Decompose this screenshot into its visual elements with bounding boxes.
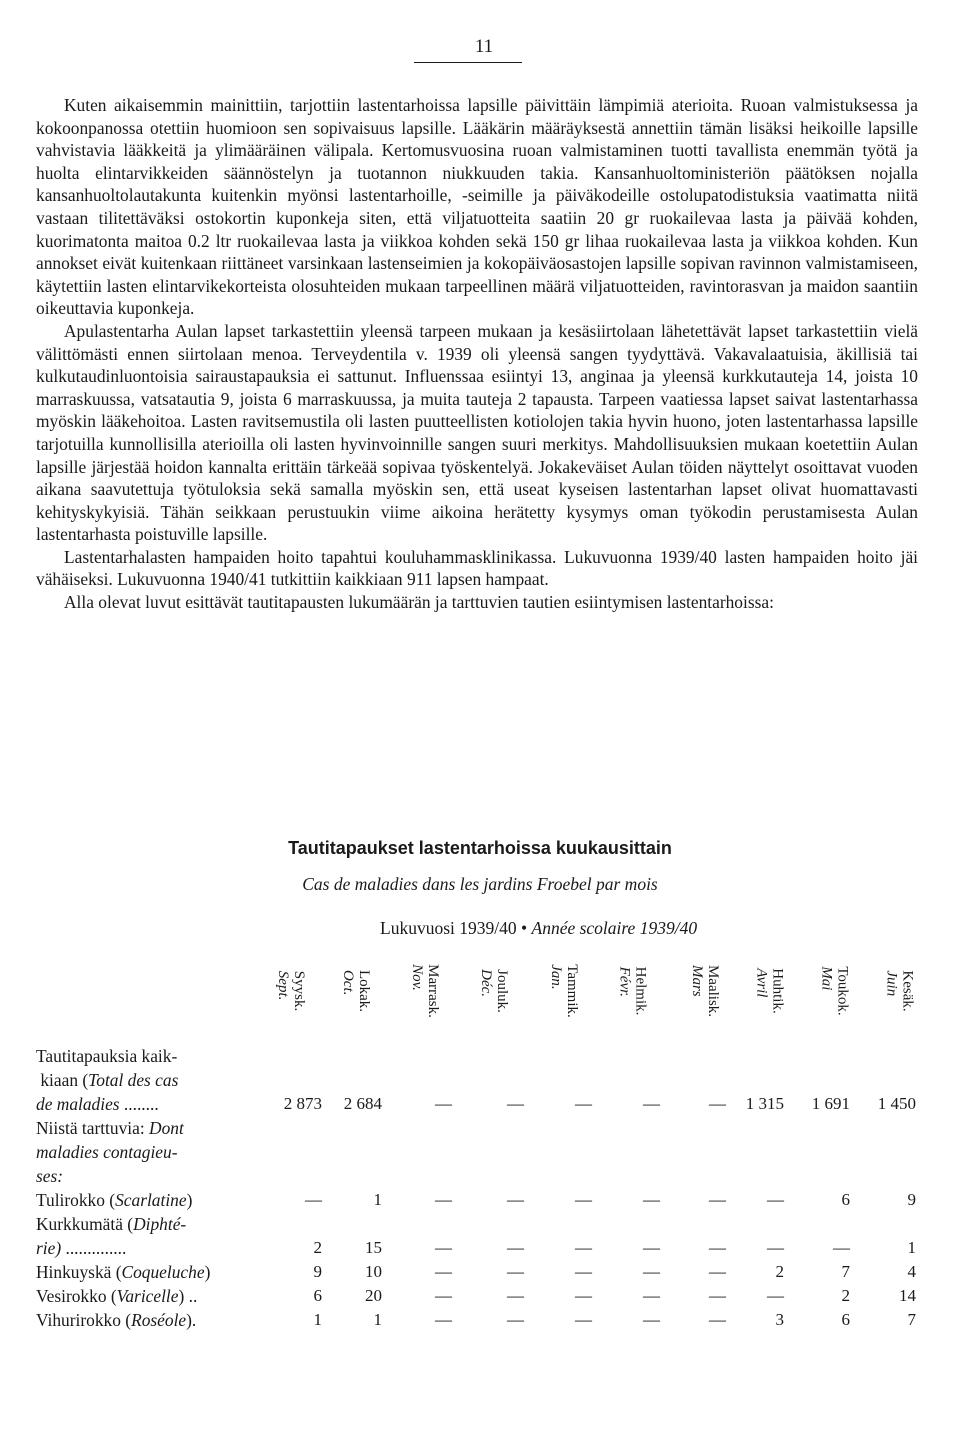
table-cell-diphtheria: — xyxy=(643,1238,660,1257)
table-cell-total: — xyxy=(575,1094,592,1113)
month-header xyxy=(740,950,800,1032)
table-cell-roseola: — xyxy=(575,1310,592,1329)
month-name-fr: Févr. xyxy=(616,966,632,998)
body-text xyxy=(36,94,918,614)
month-header xyxy=(261,950,321,1032)
paragraph-health: Apulastentarha Aulan lapset tarkastettiin yleensä tarpeen mukaan ja kesäsiirtolaan lähetettävät lapset tarkastettiin vielä välittömästi ennen siirtolaan menoa. Terveydentila v. 1939 oli yleensä sangen tyydyttävä. Vakavalaatuisia, äkillisiä tai kulkutaudinluontoisia sairaustapauksia ei sattunut. Influenssaa esiintyi 13, anginaa ja yleensä kurkkutauteja 14, joista 10 marraskuussa, vatsatautia 9, joista 6 marraskuussa, ja muita tauteja 2 tapausta. Tarpeen vaatiessa lapset saivat lastentarhassa myöskin lääkehoitoa. Lasten ravitsemustila oli lasten puutteellisten kotiolojen takia hyvin huono, joten lastentarhassa lapsille tarjotuilla kunnollisilla aterioilla oli lasten hyvinvoinnille sangen suuri merkitys. Mahdollisuuksien mukaan koetettiin Aulan lapsille järjestää hoidon kannalta erittäin tärkeää sopivaa työskentelyä. Jokakeväiset Aulan töiden näyttelyt osoittavat vuoden aikana saavutettuja työtuloksia sekä samalla myöskin sen, että useat kyseisen lastentarhan lapset olivat huomattavasti kehityskykyisiä. Tähän seikkaan perustuukin viime aikoina herätetty kysymys oman työkodin perustamisesta Aulan lastentarhasta poistuville lapsille. xyxy=(36,320,918,545)
page-number-rule xyxy=(414,62,522,63)
table-cell-pertussis: 2 xyxy=(775,1262,784,1281)
table-cell-scarlet: — xyxy=(507,1190,524,1209)
table-cell-pertussis: — xyxy=(435,1262,452,1281)
table-cell-pertussis: — xyxy=(507,1262,524,1281)
month-header-label xyxy=(478,969,510,1013)
table-cell-roseola: 3 xyxy=(775,1310,784,1329)
table-cell-total: 1 315 xyxy=(745,1094,784,1113)
row-label-varicella-leader: ) .. xyxy=(178,1286,198,1306)
month-name-fr: Déc. xyxy=(477,969,494,998)
month-header xyxy=(326,950,386,1032)
month-header-label xyxy=(819,966,851,1015)
month-header xyxy=(675,950,735,1032)
table-cell-roseola: — xyxy=(709,1310,726,1329)
table-cell-scarlet: 6 xyxy=(841,1190,850,1209)
table-cell-varicella: 6 xyxy=(313,1286,322,1305)
month-name-fi: Syysk. xyxy=(291,970,307,1012)
row-label-total-line3 xyxy=(36,1093,268,1116)
page-number: 11 xyxy=(474,36,494,57)
table-cell-scarlet: 1 xyxy=(373,1190,382,1209)
table-cell-varicella: — xyxy=(435,1286,452,1305)
table-cell-diphtheria: — xyxy=(435,1238,452,1257)
paragraph-dental: Lastentarhalasten hampaiden hoito tapahtui kouluhammasklinikassa. Lukuvuonna 1939/40 lasten hampaiden hoito jäi vähäiseksi. Lukuvuonna 1940/41 tutkittiin kaikkiaan 911 lapsen hampaat. xyxy=(36,546,918,590)
table-cell-total: 1 450 xyxy=(877,1094,916,1113)
table-cell-diphtheria: 1 xyxy=(907,1238,916,1257)
table-cell-varicella: — xyxy=(643,1286,660,1305)
row-label-total-line2 xyxy=(36,1069,268,1092)
table-cell-scarlet: — xyxy=(435,1190,452,1209)
table-cell-diphtheria: — xyxy=(709,1238,726,1257)
row-label-scarlet-close: ) xyxy=(186,1190,193,1210)
row-label-varicella-fi: Vesirokko ( xyxy=(36,1286,117,1306)
row-label-roseola-fr: Roséole xyxy=(131,1310,187,1330)
school-year-line xyxy=(380,918,820,939)
school-year-fr: Année scolaire 1939/40 xyxy=(531,918,698,938)
row-label-total-line1 xyxy=(36,1045,268,1068)
table-cell-roseola: — xyxy=(435,1310,452,1329)
month-header-label xyxy=(275,971,307,1011)
row-label-roseola xyxy=(36,1309,268,1332)
month-name-fi: Jouluk. xyxy=(493,969,510,1013)
month-name-fr: Jan. xyxy=(548,964,564,990)
table-cell-diphtheria: — xyxy=(575,1238,592,1257)
month-header xyxy=(805,950,865,1032)
table-cell-pertussis: — xyxy=(575,1262,592,1281)
table-cell-pertussis: 7 xyxy=(841,1262,850,1281)
month-name-fi: Toukok. xyxy=(835,966,851,1016)
month-name-fr: Juin xyxy=(884,970,900,997)
table-cell-scarlet: — xyxy=(643,1190,660,1209)
table-cell-total: — xyxy=(507,1094,524,1113)
month-name-fi: Kesäk. xyxy=(900,970,916,1012)
month-header-label xyxy=(689,965,721,1017)
table-cell-varicella: — xyxy=(767,1286,784,1305)
row-label-of-which-fr-end: ses: xyxy=(36,1166,64,1186)
table-cell-varicella: 20 xyxy=(365,1286,382,1305)
row-label-scarlet xyxy=(36,1189,268,1212)
row-label-of-which-fr: Dont xyxy=(149,1118,184,1138)
table-cell-roseola: 1 xyxy=(373,1310,382,1329)
table-cell-diphtheria: 2 xyxy=(313,1238,322,1257)
table-cell-diphtheria: — xyxy=(507,1238,524,1257)
row-label-varicella xyxy=(36,1285,268,1308)
table-subtitle: Cas de maladies dans les jardins Froebel par mois xyxy=(302,874,658,894)
table-cell-scarlet: — xyxy=(575,1190,592,1209)
row-label-pertussis xyxy=(36,1261,268,1284)
row-label-total-fi: Tautitapauksia kaik- xyxy=(36,1046,178,1066)
table-cell-roseola: — xyxy=(643,1310,660,1329)
month-header xyxy=(602,950,662,1032)
month-name-fi: Helmik. xyxy=(632,966,648,1016)
month-name-fr: Mai xyxy=(819,966,835,991)
table-cell-scarlet: — xyxy=(709,1190,726,1209)
month-name-fr: Mars xyxy=(688,964,705,997)
table-cell-pertussis: — xyxy=(643,1262,660,1281)
table-cell-varicella: — xyxy=(507,1286,524,1305)
table-cell-varicella: — xyxy=(575,1286,592,1305)
month-name-fr: Sept. xyxy=(275,970,291,1001)
table-cell-total: — xyxy=(709,1094,726,1113)
row-label-diphtheria-fr: Diphté- xyxy=(133,1214,187,1234)
month-name-fi: Lokak. xyxy=(355,969,372,1013)
month-header xyxy=(870,950,930,1032)
month-header-label xyxy=(409,964,441,1018)
paragraph-table-intro: Alla olevat luvut esittävät tautitapausten lukumäärän ja tarttuvien tautien esiintymisen lastentarhoissa: xyxy=(64,592,774,613)
row-label-of-which-line2 xyxy=(36,1141,268,1164)
row-label-diphtheria-line1 xyxy=(36,1213,268,1236)
row-label-roseola-close: ). xyxy=(186,1310,197,1330)
table-cell-varicella: — xyxy=(709,1286,726,1305)
table-cell-pertussis: 10 xyxy=(365,1262,382,1281)
row-label-diphtheria-fr-cont: rie) xyxy=(36,1238,62,1258)
table-cell-diphtheria: — xyxy=(833,1238,850,1257)
row-label-pertussis-close: ) xyxy=(204,1262,211,1282)
table-cell-varicella: 14 xyxy=(899,1286,916,1305)
row-label-of-which-line3 xyxy=(36,1165,268,1188)
month-name-fr: Oct. xyxy=(339,969,356,996)
table-cell-total: — xyxy=(435,1094,452,1113)
table-cell-varicella: 2 xyxy=(841,1286,850,1305)
row-label-diphtheria-fi: Kurkkumätä ( xyxy=(36,1214,134,1234)
table-cell-roseola: 7 xyxy=(907,1310,916,1329)
table-cell-scarlet: 9 xyxy=(907,1190,916,1209)
table-cell-scarlet: — xyxy=(305,1190,322,1209)
table-cell-pertussis: 4 xyxy=(907,1262,916,1281)
row-label-roseola-fi: Vihurirokko ( xyxy=(36,1310,132,1330)
month-name-fr: Avril xyxy=(753,968,770,998)
table-cell-roseola: — xyxy=(507,1310,524,1329)
month-name-fi: Marrask. xyxy=(424,964,441,1018)
row-label-varicella-fr: Varicelle xyxy=(116,1286,179,1306)
table-cell-diphtheria: — xyxy=(767,1238,784,1257)
row-label-of-which-fi: Niistä tarttuvia: xyxy=(36,1118,145,1138)
month-name-fr: Nov. xyxy=(408,964,425,991)
month-header-label xyxy=(340,970,372,1012)
row-label-diphtheria-leader: .............. xyxy=(61,1238,127,1258)
table-cell-total: 1 691 xyxy=(811,1094,850,1113)
month-header xyxy=(395,950,455,1032)
table-cell-roseola: 1 xyxy=(313,1310,322,1329)
school-year-fi: Lukuvuosi 1939/40 xyxy=(380,918,517,938)
row-label-diphtheria-line2 xyxy=(36,1237,268,1260)
row-label-total-fr: Total des cas xyxy=(88,1070,179,1090)
month-header xyxy=(534,950,594,1032)
row-label-pertussis-fr: Coqueluche xyxy=(121,1262,205,1282)
school-year-separator: • xyxy=(516,918,532,938)
month-header-label xyxy=(754,968,786,1013)
row-label-total-leader: ........ xyxy=(119,1094,159,1114)
month-name-fi: Huhtik. xyxy=(769,968,786,1014)
table-cell-diphtheria: 15 xyxy=(365,1238,382,1257)
row-label-of-which-fr-cont: maladies contagieu- xyxy=(36,1142,178,1162)
row-label-of-which-line1 xyxy=(36,1117,268,1140)
month-name-fi: Maalisk. xyxy=(704,964,721,1018)
row-label-scarlet-fr: Scarlatine xyxy=(115,1190,187,1210)
table-cell-pertussis: 9 xyxy=(313,1262,322,1281)
row-label-pertussis-fi: Hinkuyskä ( xyxy=(36,1262,122,1282)
table-title: Tautitapaukset lastentarhoissa kuukausittain xyxy=(288,838,672,858)
month-header-label xyxy=(884,970,916,1011)
month-header-label xyxy=(548,964,580,1018)
month-header xyxy=(464,950,524,1032)
month-header-label xyxy=(616,967,648,1016)
row-label-scarlet-fi: Tulirokko ( xyxy=(36,1190,116,1210)
row-label-total-fr-cont: de maladies xyxy=(36,1094,120,1114)
table-cell-total: 2 684 xyxy=(343,1094,382,1113)
table-cell-scarlet: — xyxy=(767,1190,784,1209)
row-label-total-fi-cont: kiaan ( xyxy=(40,1070,89,1090)
table-cell-total: — xyxy=(643,1094,660,1113)
table-cell-roseola: 6 xyxy=(841,1310,850,1329)
paragraph-meals: Kuten aikaisemmin mainittiin, tarjottiin lastentarhoissa lapsille päivittäin lämpimiä aterioita. Ruoan valmistuksessa ja kokoonpanossa otettiin huomioon sen sopivaisuus lapsille. Lääkärin määräyksestä annettiin tämän lisäksi heikoille lapsille vahvistavia lääkkeitä ja ylimääräinen välipala. Kertomusvuosina ruoan valmistaminen tuotti tavallista enemmän työtä ja huolta elintarvikkeiden säännöstelyn ja tuotannon niukkuuden takia. Kansanhuoltoministeriön päätöksen nojalla kansanhuoltolautakunta kuitenkin myönsi lastentarhoille, -seimille ja päiväkodeille ostolupatodistuksia vaatimatta niitä vastaan tilitettäväksi ostokortin kuponkeja siten, että viljatuotteita saatiin 20 gr ruokailevaa lasta ja päivää kohden, kuorimatonta maitoa 0.2 ltr ruokailevaa lasta ja viikkoa kohden sekä 150 gr lihaa ruokailevaa lasta ja viikkoa kohden. Kun annokset eivät kuitenkaan riittäneet varsinkaan lastenseimien ja kokopäiväosastojen lapsille sopivan ravinnon valmistamiseen, käytettiin lasten elintarvikekorteista olosuhteiden mukaan tarpeellinen määrä viljatuotteiden, ravintorasvan ja maidon saantiin oikeuttavia kuponkeja. xyxy=(36,95,918,319)
table-cell-total: 2 873 xyxy=(283,1094,322,1113)
table-cell-pertussis: — xyxy=(709,1262,726,1281)
month-name-fi: Tammik. xyxy=(564,964,580,1018)
